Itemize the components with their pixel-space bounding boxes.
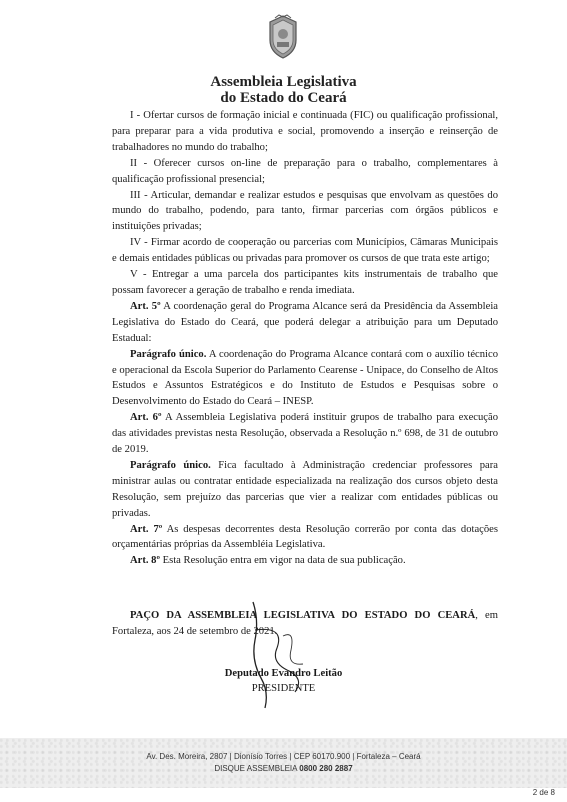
- header-title-line2: do Estado do Ceará: [220, 90, 347, 106]
- paragraph-unico-2-label: Parágrafo único.: [130, 459, 211, 471]
- footer-phone: [0, 764, 567, 773]
- article-7: [112, 522, 498, 554]
- item-iv: IV - Firmar acordo de cooperação ou parcerias com Municípios, Câmaras Municipais e demais entidades públicas ou privadas para promover os cursos de que trata este artigo;: [112, 237, 498, 265]
- item-ii: II - Oferecer cursos on-line de preparação para o trabalho, complementares à qualificação profissional presencial;: [112, 157, 498, 185]
- article-6: [112, 410, 498, 458]
- article-8-text: Esta Resolução entra em vigor na data de sua publicação.: [159, 555, 406, 567]
- header-title-line1: Assembleia Legislativa: [210, 74, 357, 90]
- paragraph-unico-1: [112, 347, 498, 411]
- footer-phone-number: 0800 280 2887: [299, 764, 353, 773]
- item-i: I - Ofertar cursos de formação inicial e continuada (FIC) ou qualificação profissional, para preparar para a vida produtiva e social, promovendo a inserção e reinserção de trabalhadores no mundo do trabalho;: [112, 110, 498, 153]
- signatory-name: Deputado Evandro Leitão: [224, 668, 343, 679]
- footer-address: Av. Des. Moreira, 2807 | Dionísio Torres | CEP 60170.900 | Fortaleza – Ceará: [146, 752, 421, 761]
- article-7-text: As despesas decorrentes desta Resolução correrão por conta das dotações orçamentárias próprias da Assembléia Legislativa.: [112, 523, 498, 551]
- paragraph-unico-2-text: Fica facultado à Administração credenciar professores para ministrar aulas ou contratar entidade especializada na realização dos cursos objeto desta Resolução, sem prejuízo das parcerias que vier a realizar com entidades públicas ou privadas.: [112, 459, 498, 519]
- state-seal-icon: [267, 14, 299, 60]
- article-5-label: Art. 5º: [130, 300, 161, 312]
- article-6-label: Art. 6º: [130, 412, 162, 424]
- article-7-label: Art. 7º: [130, 523, 163, 535]
- article-5-text: A coordenação geral do Programa Alcance será da Presidência da Assembleia Legislativa do Estado do Ceará, que poderá delegar a atribuição para um Deputado Estadual:: [112, 300, 498, 344]
- article-5: [112, 299, 498, 347]
- document-body: [112, 108, 498, 569]
- page-number: 2 de 8: [532, 788, 555, 797]
- closing-bold: PAÇO DA ASSEMBLEIA LEGISLATIVA DO ESTADO DO CEARÁ: [130, 610, 476, 621]
- footer-band: [0, 738, 567, 788]
- article-6-text: A Assembleia Legislativa poderá instituir grupos de trabalho para execução das atividades previstas nesta Resolução, observada a Resolução n.º 698, de 31 de outubro de 2019.: [112, 412, 498, 456]
- paragraph-unico-1-label: Parágrafo único.: [130, 348, 207, 360]
- article-8-label: Art. 8º: [130, 555, 160, 567]
- closing-rest: , em Fortaleza, aos 24 de setembro de 2021.: [112, 610, 498, 637]
- signatory-role: PRESIDENTE: [251, 683, 316, 694]
- item-iii: III - Articular, demandar e realizar estudos e pesquisas que envolvam as questões do mundo do trabalho, podendo, para tanto, firmar parcerias com órgãos públicos e instituições privadas;: [112, 189, 498, 233]
- item-v: V - Entregar a uma parcela dos participantes kits instrumentais de trabalho que possam favorecer a geração de trabalho e renda imediata.: [112, 269, 498, 296]
- article-8: [112, 553, 498, 569]
- footer-phone-label: DISQUE ASSEMBLEIA: [214, 764, 300, 773]
- paragraph-unico-2: [112, 458, 498, 522]
- paragraph-unico-1-text: A coordenação do Programa Alcance contará com o auxílio técnico e operacional da Escola Superior do Parlamento Cearense - Unipace, do Conselho de Altos Estudos e Assuntos Estratégicos e do Instituto de Estudos e Pesquisas sobre o Desenvolvimento do Estado do Ceará – INESP.: [112, 348, 498, 408]
